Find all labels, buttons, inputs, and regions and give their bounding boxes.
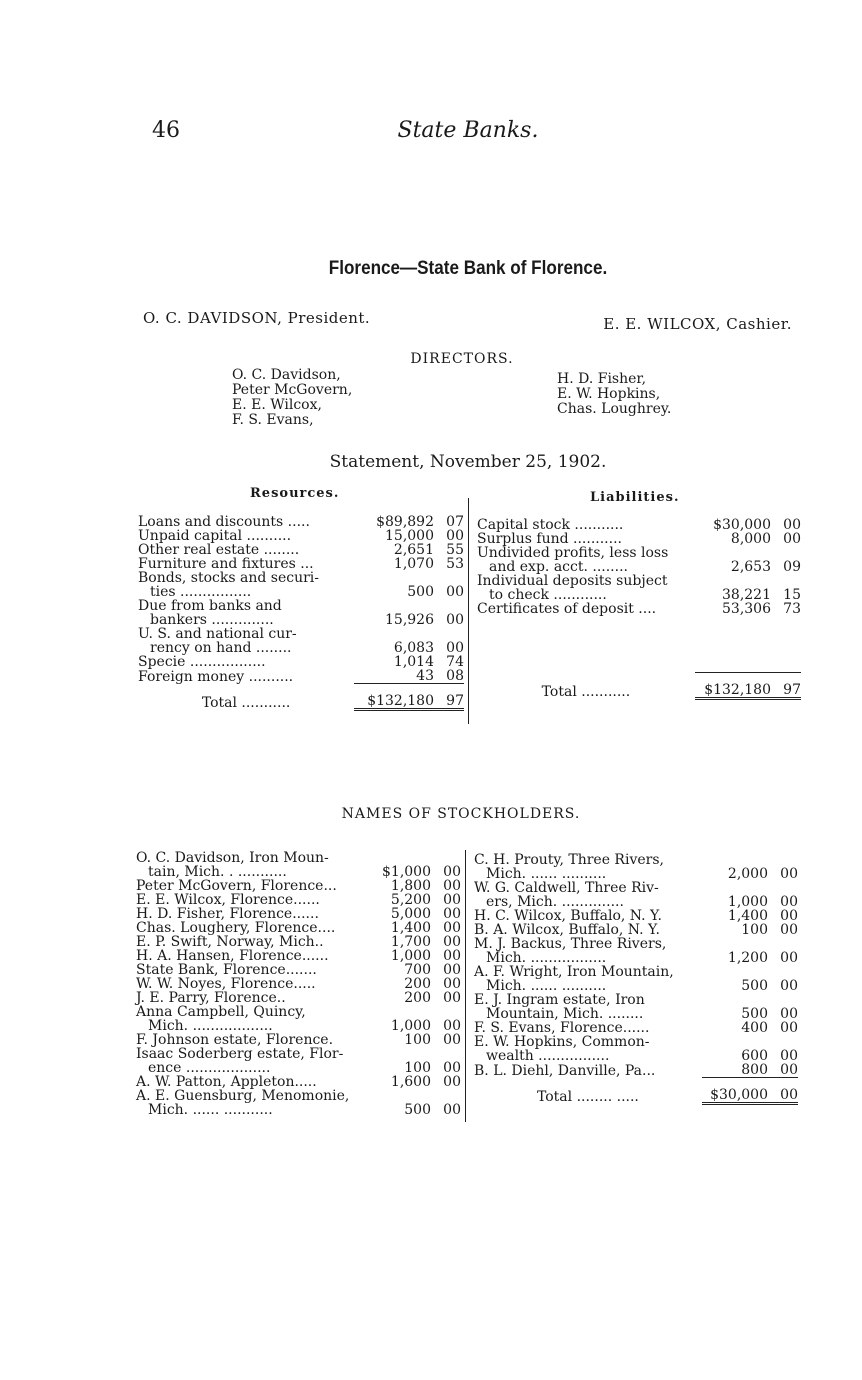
row-label: Anna Campbell, Quincy, (136, 1004, 306, 1020)
row-dollars: 400 (741, 1020, 768, 1036)
row-dollars: 43 (416, 668, 434, 684)
total-dollars: $132,180 (695, 673, 771, 699)
ledger-row (474, 951, 798, 965)
row-label: Furniture and fixtures ... (138, 556, 314, 572)
row-dollars: 600 (741, 1048, 768, 1064)
row-label: H. A. Hansen, Florence...... (136, 948, 329, 964)
row-dollars: 500 (741, 978, 768, 994)
ledger-row (136, 879, 461, 893)
row-label: Mich. ...... ........... (148, 1102, 273, 1118)
row-label: Certificates of deposit .... (477, 601, 657, 617)
spacer-row (477, 616, 801, 630)
ledger-row (477, 532, 801, 546)
row-dollars (702, 853, 768, 867)
ledger-row (474, 1035, 798, 1049)
row-dollars (695, 574, 771, 588)
ledger-row (136, 893, 461, 907)
ledger-row (477, 546, 801, 560)
ledger-row (136, 907, 461, 921)
row-cents (771, 574, 801, 588)
row-dollars: 2,653 (730, 559, 771, 575)
row-dollars: 6,083 (393, 640, 434, 656)
row-cents: 09 (783, 559, 801, 575)
row-dollars: 2,000 (727, 866, 768, 882)
row-cents: 00 (783, 517, 801, 533)
row-cents: 00 (783, 531, 801, 547)
row-dollars (376, 1047, 431, 1061)
row-label: to check ............ (489, 587, 607, 603)
row-label: and exp. acct. ........ (489, 559, 628, 575)
row-cents (768, 853, 798, 867)
row-dollars (376, 851, 431, 865)
row-cents: 00 (443, 864, 461, 880)
row-dollars: 1,400 (390, 920, 431, 936)
row-label: ers, Mich. .............. (486, 894, 624, 910)
ledger-row (138, 613, 464, 627)
row-dollars (695, 546, 771, 560)
ledger-row (136, 1019, 461, 1033)
resources-table (138, 515, 464, 711)
row-dollars: 15,926 (385, 612, 434, 628)
ledger-row (136, 865, 461, 879)
ledger-row (136, 949, 461, 963)
row-dollars (376, 1089, 431, 1103)
total-label: Total ........ ..... (537, 1088, 639, 1105)
row-dollars: 800 (741, 1062, 768, 1078)
row-label: Mich. ................. (486, 950, 607, 966)
row-label: E. W. Hopkins, Common- (474, 1034, 650, 1050)
row-label: Bonds, stocks and securi- (138, 570, 319, 586)
ledger-row (474, 1049, 798, 1063)
row-label: bankers .............. (150, 612, 274, 628)
row-label: Mich. ...... .......... (486, 978, 607, 994)
row-label: tain, Mich. . ........... (148, 864, 287, 880)
ledger-row (474, 979, 798, 993)
row-cents: 00 (443, 1074, 461, 1090)
row-label: F. Johnson estate, Florence. (136, 1032, 334, 1048)
directors-heading: DIRECTORS. (410, 351, 514, 367)
row-dollars: 53,306 (722, 601, 771, 617)
row-cents: 00 (780, 866, 798, 882)
row-cents: 00 (443, 962, 461, 978)
row-cents: 00 (780, 1048, 798, 1064)
row-cents: 00 (443, 1018, 461, 1034)
row-dollars (702, 1035, 768, 1049)
row-label: Capital stock ........... (477, 517, 624, 533)
total-row (474, 1078, 798, 1104)
row-dollars: 5,200 (390, 892, 431, 908)
row-cents: 00 (443, 1102, 461, 1118)
total-label: Total ........... (201, 694, 291, 711)
row-dollars (376, 1005, 431, 1019)
row-label: W. G. Caldwell, Three Riv- (474, 880, 659, 896)
row-dollars (354, 599, 434, 613)
row-cents: 74 (446, 654, 464, 670)
row-dollars: $30,000 (713, 517, 771, 533)
spacer-cell (477, 644, 801, 658)
row-dollars: 500 (741, 1006, 768, 1022)
row-label: U. S. and national cur- (138, 626, 297, 642)
ledger-row (138, 599, 464, 613)
row-label: Due from banks and (138, 598, 282, 614)
ledger-row (136, 1103, 461, 1117)
ledger-row (474, 895, 798, 909)
row-cents: 00 (446, 640, 464, 656)
total-label: Total ........... (541, 683, 631, 700)
row-dollars: 1,014 (393, 654, 434, 670)
ledger-row (474, 1063, 798, 1078)
row-label: E. P. Swift, Norway, Mich.. (136, 934, 324, 950)
row-label: ties ................ (150, 584, 252, 600)
statement-divider (468, 498, 469, 724)
ledger-row (477, 574, 801, 588)
ledger-row (136, 921, 461, 935)
row-dollars (702, 965, 768, 979)
ledger-row (136, 991, 461, 1005)
row-cents: 00 (443, 878, 461, 894)
row-label: Other real estate ........ (138, 542, 300, 558)
spacer-cell (477, 658, 801, 673)
ledger-row (474, 923, 798, 937)
row-cents: 00 (780, 894, 798, 910)
ledger-row (477, 602, 801, 616)
row-dollars: 200 (404, 990, 431, 1006)
spacer-cell (477, 630, 801, 644)
row-dollars: 1,200 (727, 950, 768, 966)
row-cents: 00 (443, 976, 461, 992)
row-cents (431, 1005, 461, 1019)
ledger-row (474, 937, 798, 951)
row-cents (431, 1047, 461, 1061)
row-cents (768, 881, 798, 895)
director-name: Chas. Loughrey. (557, 401, 672, 417)
row-cents: 00 (443, 948, 461, 964)
row-dollars (354, 571, 434, 585)
row-cents (434, 599, 464, 613)
row-cents: 00 (443, 906, 461, 922)
row-dollars: 1,600 (390, 1074, 431, 1090)
row-label: Loans and discounts ..... (138, 514, 310, 530)
ledger-row (136, 1075, 461, 1089)
ledger-row (138, 655, 464, 669)
stockholders-right-table (474, 853, 798, 1105)
row-cents: 00 (446, 584, 464, 600)
row-cents: 00 (443, 934, 461, 950)
row-dollars: 100 (404, 1032, 431, 1048)
row-label: A. F. Wright, Iron Mountain, (474, 964, 674, 980)
ledger-row (474, 1021, 798, 1035)
row-cents: 08 (446, 668, 464, 684)
row-cents: 00 (780, 908, 798, 924)
cashier: E. E. WILCOX, Cashier. (603, 315, 792, 333)
ledger-row (477, 518, 801, 532)
row-label: Mich. ...... .......... (486, 866, 607, 882)
row-cents (768, 965, 798, 979)
row-label: M. J. Backus, Three Rivers, (474, 936, 667, 952)
page-number: 46 (152, 118, 180, 143)
ledger-row (474, 965, 798, 979)
row-label: B. A. Wilcox, Buffalo, N. Y. (474, 922, 660, 938)
row-cents (431, 851, 461, 865)
ledger-row (136, 963, 461, 977)
row-label: Mountain, Mich. ........ (486, 1006, 644, 1022)
stockholders-divider (465, 850, 466, 1122)
row-label: H. C. Wilcox, Buffalo, N. Y. (474, 908, 662, 924)
row-label: Mich. .................. (148, 1018, 273, 1034)
director-name: Peter McGovern, (232, 382, 353, 398)
row-dollars: 100 (741, 922, 768, 938)
ledger-row (138, 669, 464, 684)
row-cents: 73 (783, 601, 801, 617)
ledger-row (474, 993, 798, 1007)
row-dollars: 1,400 (727, 908, 768, 924)
row-label: O. C. Davidson, Iron Moun- (136, 850, 329, 866)
row-dollars: 100 (404, 1060, 431, 1076)
director-name: H. D. Fisher, (557, 371, 647, 387)
ledger-row (136, 1089, 461, 1103)
row-cents: 00 (780, 922, 798, 938)
liabilities-heading: Liabilities. (590, 490, 680, 505)
row-dollars: 500 (407, 584, 434, 600)
row-label: ence ................... (148, 1060, 271, 1076)
row-label: Chas. Loughery, Florence.... (136, 920, 336, 936)
row-cents (768, 1035, 798, 1049)
row-dollars: 1,070 (393, 556, 434, 572)
ledger-row (136, 851, 461, 865)
ledger-row (474, 909, 798, 923)
row-dollars: 1,000 (390, 948, 431, 964)
row-label: Specie ................. (138, 654, 266, 670)
total-cents: 97 (771, 673, 801, 699)
ledger-row (474, 1007, 798, 1021)
row-label: Peter McGovern, Florence... (136, 878, 337, 894)
total-cents: 00 (768, 1078, 798, 1104)
ledger-row (474, 853, 798, 867)
row-label: H. D. Fisher, Florence...... (136, 906, 319, 922)
row-cents: 00 (780, 1062, 798, 1078)
row-cents: 00 (446, 612, 464, 628)
ledger-row (138, 641, 464, 655)
row-dollars: $89,892 (376, 514, 434, 530)
row-dollars: 1,000 (390, 1018, 431, 1034)
row-label: rency on hand ........ (150, 640, 292, 656)
stockholders-heading: NAMES OF STOCKHOLDERS. (341, 806, 581, 822)
ledger-row (138, 585, 464, 599)
row-cents (434, 571, 464, 585)
row-label: C. H. Prouty, Three Rivers, (474, 852, 664, 868)
president: O. C. DAVIDSON, President. (143, 309, 371, 327)
row-label: wealth ................ (486, 1048, 610, 1064)
row-dollars: 500 (404, 1102, 431, 1118)
statement-title: Statement, November 25, 1902. (329, 452, 607, 472)
row-label: B. L. Diehl, Danville, Pa... (474, 1062, 656, 1079)
ledger-row (136, 977, 461, 991)
stockholders-left-table (136, 851, 461, 1117)
row-dollars (354, 627, 434, 641)
ledger-row (136, 1033, 461, 1047)
row-cents: 00 (443, 1032, 461, 1048)
row-label: Undivided profits, less loss (477, 545, 669, 561)
row-cents: 00 (780, 978, 798, 994)
ledger-row (136, 935, 461, 949)
directors-left (232, 368, 352, 428)
row-label: E. E. Wilcox, Florence...... (136, 892, 320, 908)
row-dollars: 1,800 (390, 878, 431, 894)
ledger-row (477, 560, 801, 574)
row-cents: 53 (446, 556, 464, 572)
total-cents: 97 (434, 684, 464, 710)
row-label: W. W. Noyes, Florence..... (136, 976, 316, 992)
row-dollars: 5,000 (390, 906, 431, 922)
row-dollars: 1,000 (727, 894, 768, 910)
ledger-row (136, 1061, 461, 1075)
row-label: F. S. Evans, Florence...... (474, 1020, 650, 1036)
row-dollars: 1,700 (390, 934, 431, 950)
row-label: Individual deposits subject (477, 573, 668, 589)
row-label: J. E. Parry, Florence.. (136, 990, 286, 1006)
row-cents: 00 (780, 1020, 798, 1036)
ledger-row (136, 1047, 461, 1061)
running-title: State Banks. (397, 118, 539, 143)
ledger-row (138, 627, 464, 641)
row-dollars: $1,000 (382, 864, 431, 880)
row-label: A. W. Patton, Appleton..... (136, 1074, 317, 1090)
director-name: O. C. Davidson, (232, 367, 341, 383)
row-cents (768, 993, 798, 1007)
row-label: A. E. Guensburg, Menomonie, (136, 1088, 350, 1104)
row-dollars (702, 881, 768, 895)
bank-title: Florence—State Bank of Florence. (328, 258, 608, 279)
row-dollars: 700 (404, 962, 431, 978)
total-dollars: $132,180 (354, 684, 434, 710)
row-label: E. J. Ingram estate, Iron (474, 992, 645, 1008)
director-name: E. W. Hopkins, (557, 386, 661, 402)
spacer-row (477, 630, 801, 644)
row-dollars (702, 937, 768, 951)
ledger-row (138, 529, 464, 543)
ledger-row (136, 1005, 461, 1019)
row-cents: 00 (780, 1006, 798, 1022)
total-row (138, 684, 464, 710)
spacer-cell (477, 616, 801, 630)
ledger-row (138, 515, 464, 529)
ledger-row (138, 557, 464, 571)
resources-heading: Resources. (250, 486, 340, 501)
row-cents: 00 (443, 892, 461, 908)
director-name: F. S. Evans, (232, 412, 314, 428)
row-label: Surplus fund ........... (477, 531, 622, 547)
ledger-row (138, 543, 464, 557)
row-cents: 07 (446, 514, 464, 530)
row-cents: 00 (443, 1060, 461, 1076)
spacer-row (477, 658, 801, 673)
row-dollars: 8,000 (730, 531, 771, 547)
total-dollars: $30,000 (702, 1078, 768, 1104)
row-dollars: 15,000 (385, 528, 434, 544)
row-dollars: 38,221 (722, 587, 771, 603)
row-label: Isaac Soderberg estate, Flor- (136, 1046, 344, 1062)
liabilities-table (477, 518, 801, 700)
row-cents: 15 (783, 587, 801, 603)
ledger-row (474, 867, 798, 881)
ledger-row (477, 588, 801, 602)
total-row (477, 673, 801, 699)
row-cents (771, 546, 801, 560)
row-cents (431, 1089, 461, 1103)
directors-right (557, 372, 671, 417)
row-dollars: 2,651 (393, 542, 434, 558)
row-dollars: 200 (404, 976, 431, 992)
row-dollars (702, 993, 768, 1007)
director-name: E. E. Wilcox, (232, 397, 322, 413)
row-cents: 00 (443, 990, 461, 1006)
row-label: Unpaid capital .......... (138, 528, 292, 544)
spacer-row (477, 644, 801, 658)
row-label: Foreign money .......... (138, 668, 294, 685)
row-label: State Bank, Florence....... (136, 962, 317, 978)
row-cents: 00 (446, 528, 464, 544)
row-cents: 55 (446, 542, 464, 558)
row-cents (768, 937, 798, 951)
ledger-row (138, 571, 464, 585)
row-cents (434, 627, 464, 641)
row-cents: 00 (780, 950, 798, 966)
row-cents: 00 (443, 920, 461, 936)
ledger-row (474, 881, 798, 895)
